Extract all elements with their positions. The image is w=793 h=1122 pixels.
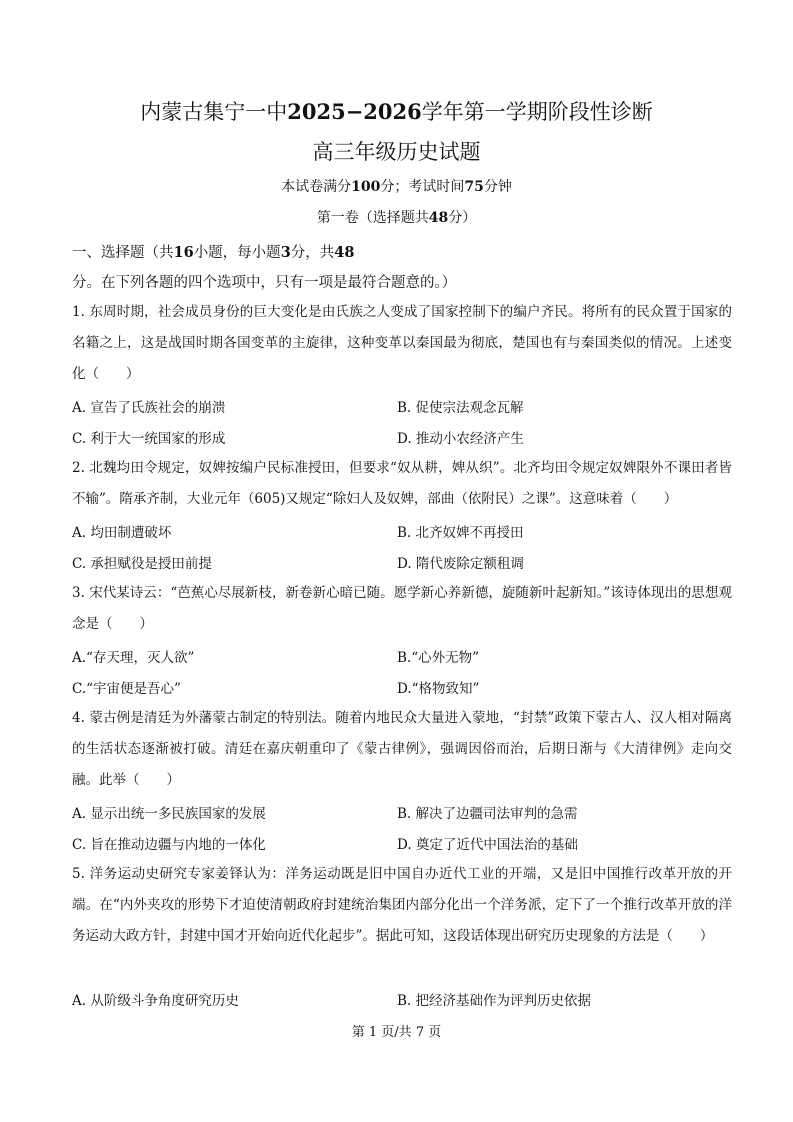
question-3-option-b[interactable]: B.“心外无物” — [397, 650, 480, 666]
question-1-option-b[interactable]: B. 促使宗法观念瓦解 — [397, 400, 524, 416]
question-3-stem: 3. 宋代某诗云：“芭蕉心尽展新枝，新卷新心暗已随。愿学新心养新德，旋随新叶起新知。”该诗体现出的思想观念是（ ） — [72, 585, 732, 632]
question-2-option-a[interactable]: A. 均田制遭破坏 — [72, 525, 172, 541]
question-5-stem: 5. 洋务运动史研究专家姜铎认为：洋务运动既是旧中国自办近代工业的开端，又是旧中国推行改革开放的开端。在“内外夹攻的形势下才迫使清朝政府封建统治集团内部分化出一个洋务派，定下了一个推行改革开放的洋务运动大政方针，封建中国才开始向近代化起步”。据此可知，这段话体现出研究历史现象的方法是（ ） — [72, 866, 732, 944]
question-3-option-a[interactable]: A.“存天理，灭人欲” — [72, 650, 195, 666]
section-points-each: 3 — [280, 244, 291, 261]
question-1-option-d[interactable]: D. 推动小农经济产生 — [397, 431, 524, 447]
page-number: 第 1 页/共 7 页 — [351, 1025, 442, 1040]
question-4-option-b[interactable]: B. 解决了边疆司法审判的急需 — [397, 806, 578, 822]
question-2-option-c[interactable]: C. 承担赋役是授田前提 — [72, 556, 212, 572]
question-5-option-b[interactable]: B. 把经济基础作为评判历史依据 — [397, 993, 592, 1009]
question-2-stem: 2. 北魏均田令规定，奴婢按编户民标准授田，但要求“奴从耕，婢从织”。北齐均田令规定奴婢限外不课田者皆不输”。隋承齐制，大业元年（605)又规定“除妇人及奴婢，部曲（依附民）之课”。这意味着（ ） — [72, 460, 732, 507]
section-text-4: 分。在下列各题的四个选项中，只有一项是最符合题意的。） — [72, 275, 457, 291]
question-4-option-c[interactable]: C. 旨在推动边疆与内地的一体化 — [72, 837, 266, 853]
exam-title — [0, 97, 793, 127]
question-2-option-d[interactable]: D. 隋代废除定额租调 — [397, 556, 524, 572]
volume-label: 第一卷（选择题共 — [316, 210, 429, 226]
title-school: 内蒙古集宁一中 — [140, 100, 288, 124]
question-1-option-a[interactable]: A. 宣告了氏族社会的崩溃 — [72, 400, 226, 416]
question-1-option-c[interactable]: C. 利于大一统国家的形成 — [72, 431, 226, 447]
info-label-score: 本试卷满分 — [281, 179, 352, 195]
section-text-2: 小题，每小题 — [193, 245, 281, 261]
title-year: 2025−2026 — [287, 99, 422, 124]
question-4-stem: 4. 蒙古例是清廷为外藩蒙古制定的特别法。随着内地民众大量进入蒙地，“封禁”政策下蒙古人、汉人相对隔离的生活状态逐渐被打破。清廷在嘉庆朝重印了《蒙古律例》，强调因俗而治，后期日渐与《大清律例》走向交融。此举（ ） — [72, 710, 732, 788]
volume-score: 48 — [428, 210, 449, 226]
question-1-stem: 1. 东周时期，社会成员身份的巨大变化是由氏族之人变成了国家控制下的编户齐民。将所有的民众置于国家的名籍之上，这是战国时期各国变革的主旋律，这种变革以秦国最为彻底，楚国也有与秦国类似的情况。上述变化（ ） — [72, 304, 732, 382]
section-instructions — [72, 238, 732, 298]
section-text-3: 分，共 — [290, 245, 335, 261]
question-3-option-d[interactable]: D.“格物致知” — [397, 681, 480, 697]
info-label-time: 分；考试时间 — [380, 179, 465, 195]
question-5-option-a[interactable]: A. 从阶级斗争角度研究历史 — [72, 993, 239, 1009]
section-count: 16 — [173, 244, 194, 261]
question-4-option-d[interactable]: D. 奠定了近代中国法治的基础 — [397, 837, 578, 853]
title-term: 学年第一学期阶段性诊断 — [421, 100, 653, 124]
question-3-option-c[interactable]: C.“宇宙便是吾心” — [72, 681, 181, 697]
info-time: 75 — [464, 179, 484, 195]
volume-suffix: 分） — [448, 210, 477, 226]
section-points-total: 48 — [334, 244, 355, 261]
volume-heading — [0, 208, 793, 228]
exam-subject: 高三年级历史试题 — [312, 140, 481, 164]
question-2-option-b[interactable]: B. 北齐奴婢不再授田 — [397, 525, 524, 541]
exam-info — [0, 177, 793, 197]
section-text-1: 一、选择题（共 — [72, 245, 174, 261]
info-score: 100 — [351, 179, 381, 195]
question-4-option-a[interactable]: A. 显示出统一多民族国家的发展 — [72, 806, 266, 822]
info-unit: 分钟 — [483, 179, 512, 195]
